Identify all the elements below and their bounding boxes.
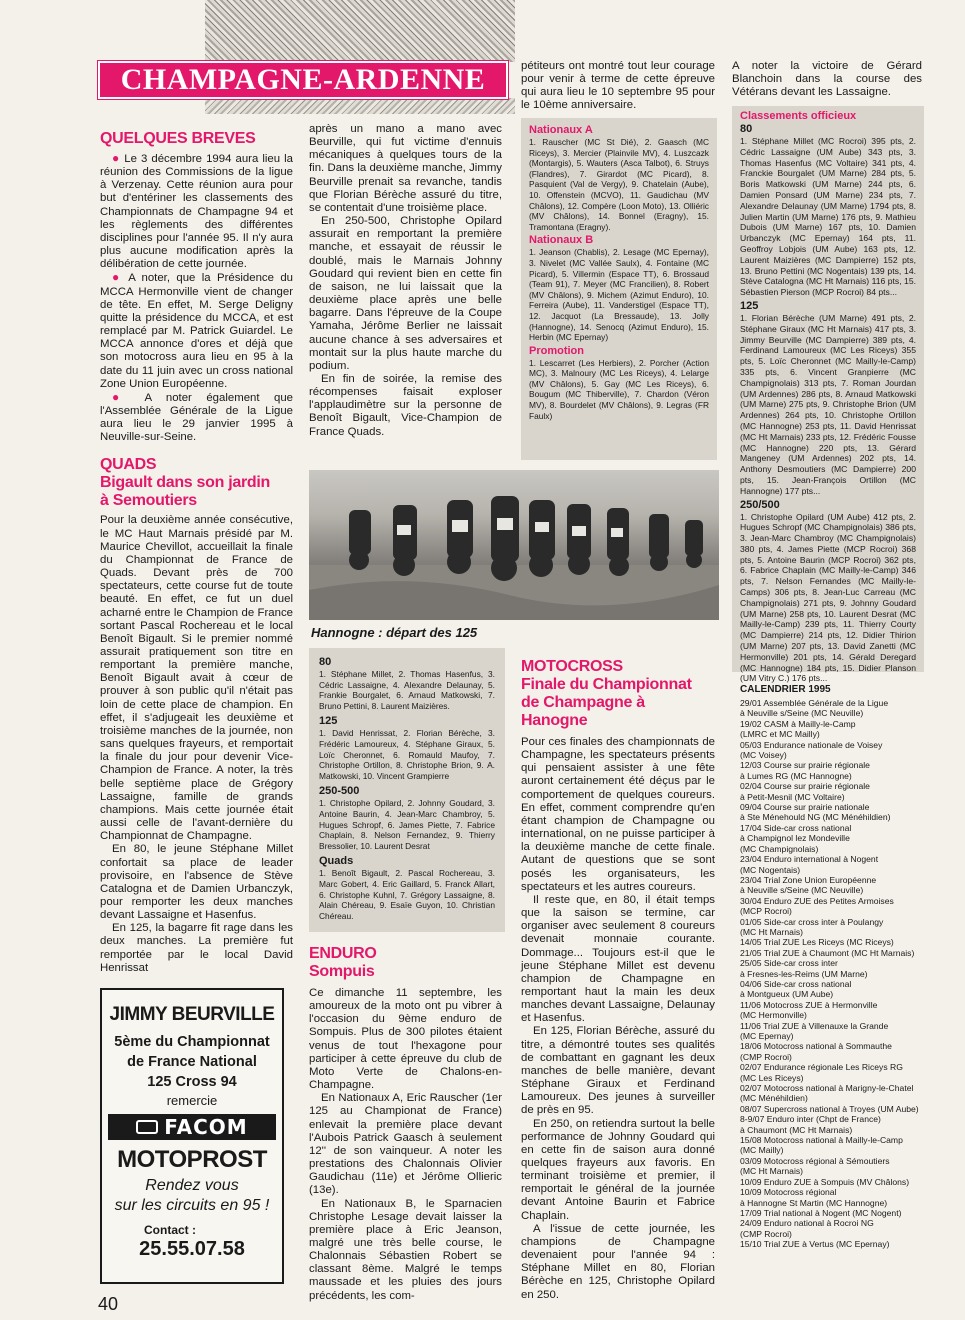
calendrier-entry: (LMRC et MC Mailly) <box>740 729 820 740</box>
quads-text-cont <box>309 123 502 439</box>
ad-line: 5ème du Championnat <box>114 1034 270 1050</box>
calendrier-entry: à Neuville s/Seine (MC Neuville) <box>740 708 864 719</box>
ad-phone: 25.55.07.58 <box>139 1238 245 1260</box>
results-list: 1. Stéphane Millet, 2. Thomas Hasenfus, 3. Cédric Lassaigne, 4. Alexandre Delaunay, 5. Frankie Bourgalet, 6. Arnaud Matkowski, 7. Bruno Pettini, 8. Laurent Maizières. <box>319 669 495 711</box>
calendrier-entry: à Fresnes-les-Reims (UM Marne) <box>740 968 868 979</box>
calendrier-entry: (MC Hermonville) <box>740 1010 807 1021</box>
ad-line: de France National <box>127 1054 257 1070</box>
enduro-paragraph: En Nationaux B, le Sparnacien Christophe Lesage devait laisser la première place à Eric Jeanson, malgré une très belle course, le Chalonnais Sébastien Robert se classant 8ème. Malgré le temps maussade et les pluies des jours précédents, les com- <box>309 1197 502 1302</box>
calendrier-entry: (MC Voisey) <box>740 750 787 761</box>
classements-list: 1. Christophe Opilard (UM Aube) 412 pts, 2. Hugues Schropf (MC Champignolais) 386 pts, 3. Jean-Marc Chambroy (MC Champignolais) 380 pts, 4. James Piette (MCP Rocroi) 368 pts, 5. Antoine Baurin (MCP Rocroi) 362 pts, 6. Fabrice Chaplain (MC Mailly-le-Camp) 346 pts, 7. Nelson Fernandes (MC Mailly-le-Camps) 306 pts, 8. Jean-Luc Carreau (MC Champignolais) 271 pts, 9. Johnny Goudard (UM Marne) 258 pts, 10. Laurent Desrat (MC Mailly-le-Camp) 239 pts, 11. Thierry Courty (MC Dampierre) 214 pts, 12. Didier Thirion (UM Marne) 207 pts, 13. David Zanetti (MC Hermonville) 201 pts, 14. Gérald Deregard (MC Hannogne) 184 pts, 15. Didier Planson (UM Vitry C.) 176 pts... <box>740 511 916 684</box>
quads-subtitle-2: à Semoutiers <box>100 492 197 510</box>
col3-intro: pétiteurs ont montré tout leur courage pour venir à terme de cette épreuve qui aura lieu le 10 septembre 95 pour le 10ème anniversaire. <box>521 60 715 112</box>
calendrier-entry: à Neuville s/Seine (MC Neuville) <box>740 885 864 896</box>
region-banner-title: CHAMPAGNE-ARDENNE <box>120 63 486 96</box>
calendrier-entry: 12/03 Course sur prairie régionale <box>740 760 870 771</box>
calendrier <box>740 683 925 1250</box>
classements-list: 1. Florian Bérèche (UM Marne) 491 pts, 2. Stéphane Giraux (MC Ht Marnais) 417 pts, 3. Jimmy Beurville (MC Dampierre) 389 pts, 4. Ferdinand Lamoureux (MC Les Riceys) 355 pts, 5. Loïc Cheronnet (MC Mailly-le-Camp) 335 pts, 6. Vincent Granpierre (MC Champignolais) 313 pts, 7. Roman Jourdan (UM Ardennes) 286 pts, 8. Arnaud Matkowski (UM Marne) 275 pts, 9. Christophe Brion (UM Ardennes) 264 pts, 10. Christophe Ortillon (MC Hannogne) 253 pts, 11. David Henrissat (MC Ht Marnais) 233 pts, 12. Frédéric Fousse (MC Hannogne) 220 pts, 13. Gérard Mangeney (UM Ardennes) 202 pts, 14. Anthony Desmoutiers (MC Dampierre) 200 pts, 15. Jean-François Ortillon (MC Hannogne) 177 pts... <box>740 312 916 496</box>
results-heading: Nationaux A <box>529 124 593 136</box>
results-list: 1. David Henrissat, 2. Florian Bérèche, 3. Frédéric Lamoureux, 4. Stéphane Giraux, 5. Loïc Cheronnet, 6. Romauld Maufoy, 7. Christophe Ortillon, 8. Christophe Brion, 9. A. Matkowski, 10. Vincent Grampierre <box>319 728 495 781</box>
results-heading: 250-500 <box>319 785 360 798</box>
calendrier-entry: (MC Champignolais) <box>740 843 819 854</box>
calendrier-entry: 03/09 Motocross régional à Sémoutiers <box>740 1155 890 1166</box>
facom-logo <box>108 1114 276 1140</box>
calendrier-entry: 04/06 Side-car cross national <box>740 978 852 989</box>
quads-paragraph: après un mano a mano avec Beurville, qui fut victime d'ennuis mécaniques à quelques tours de la fin. Dans la deuxième manche, Jimmy Beurville prenait sa revanche, tandis que Florian Bérèche assuré du titre, se contentait d'une troisième place. <box>309 123 502 214</box>
motocross-paragraph: Il reste que, en 80, il était temps que la saison se termine, car organiser avec seulement 8 coureurs devenait monnaie courante. Dommage... Toujours est-il que le jeune Stéphane Millet est devenu champion de Champagne en remportant haut la main les deux manches devant Lassaigne, Delaunay et Hasenfus. <box>521 893 715 1025</box>
calendrier-entry: (MC Mailly) <box>740 1145 784 1156</box>
enduro-article <box>309 945 502 1303</box>
enduro-paragraph: En Nationaux A, Eric Rauscher (1er 125 au Championat de France) enlevait la première place devant l'Aubois Patrick Gaasch à seulement 12'' de son vainqueur. A noter les prestations des Chalonnais Olivier Gaudichau (11e) et Jérôme Ollieric (13e). <box>309 1092 502 1197</box>
calendrier-entry: 08/07 Supercross national à Troyes (UM Aube) <box>740 1103 919 1114</box>
classements-title: Classements officieux <box>740 110 857 122</box>
quads-subtitle: Bigault dans son jardin <box>100 474 271 492</box>
calendrier-entry: 10/09 Enduro ZUE à Sompuis (MV Châlons) <box>740 1176 910 1187</box>
calendrier-entry: (MC Ht Marnais) <box>740 1166 804 1177</box>
motocross-title: MOTOCROSS <box>521 658 623 675</box>
calendrier-entry: 17/09 Trial national à Nogent (MC Nogent) <box>740 1207 902 1218</box>
calendrier-entry: 15/08 Motocross national à Mailly-le-Camp <box>740 1135 903 1146</box>
ad-line: remercie <box>166 1093 218 1108</box>
calendrier-entry: 23/04 Enduro international à Nogent <box>740 854 879 865</box>
bullet-icon: ● <box>112 270 123 285</box>
ad-shop: MOTOPROST <box>117 1146 267 1173</box>
calendrier-entry: à Hannogne St Martin (MC Hannogne) <box>740 1197 888 1208</box>
quad-results-box <box>309 648 505 932</box>
calendrier-entry: 25/05 Side-car cross inter <box>740 958 838 969</box>
classements-list: 1. Stéphane Millet (MC Rocroi) 395 pts, 2. Cédric Lassaigne (UM Aube) 343 pts, 3. Thomas Hasenfus (MC Voltaire) 341 pts, 4. Franckie Bourgalet (UM Marne) 284 pts, 5. Boris Matkowski (UM Marne) 244 pts, 6. Damien Ponsard (UM Marne) 234 pts, 7. Alexandre Delaunay (UM Marne) 1794 pts, 8. Julien Martin (UM Marne) 176 pts, 9. Mathieu Dubois (UM Marne) 167 pts, 10. Damien Urbanczyk (MC Epernay) 164 pts, 11. Geoffroy Lobjois (UM Aube) 163 pts, 12. Laurent Maizières (MC Dampierre) 152 pts, 13. Bruno Pettini (MC Nogentais) 139 pts, 14. Stève Catalogna (MC Ht Marnais) 116 pts, 15. Sébastien Pierson (MCP Rocroi) 84 pts... <box>740 136 916 298</box>
quads-paragraph: En 125, la bagarre fit rage dans les deux manches. La première fut remportée par le local David Henrissat <box>100 922 293 974</box>
motocross-paragraph: En 125, Florian Bérèche, assuré du titre, a démontré toutes ses qualités de combattant en gagnant les deux manches de belle manière, devant Stéphane Giraux et Ferdinand Lamoureux. Des jeunes à surveiller de près en 95. <box>521 1025 715 1117</box>
enduro-paragraph: Ce dimanche 11 septembre, les amoureux de la moto ont pu vibrer à l'occasion du 9ème enduro de Sompuis. Plus de 300 pilotes étaient venus de tout l'hexagone pour participer à cette épreuve du club de Moto Verte de Chalons-en-Champagne. <box>309 987 502 1092</box>
motocross-article <box>521 658 715 1302</box>
calendrier-entry: 11/06 Trial ZUE à Villenauxe la Grande <box>740 1020 889 1031</box>
ad-contact-label: Contact : <box>144 1223 196 1237</box>
column-2-top <box>309 123 502 439</box>
race-photo <box>309 470 719 620</box>
page-number: 40 <box>98 1294 119 1314</box>
calendrier-title: CALENDRIER 1995 <box>740 684 831 695</box>
enduro-title: ENDURO <box>309 945 377 962</box>
enduro-text <box>309 987 502 1303</box>
results-list: 1. Lescarret (Les Herbiers), 2. Porcher (Action MC), 3. Malnoury (MC Les Riceys), 4. Lelarge (MV Châlons), 5. Gay (MC Les Riceys), 6. Bougum (MC Thiberville), 7. Chardon (Véron MV), 8. Bourdelet (MV Châlons), 9. Legras (FR Faulx) <box>529 357 709 421</box>
motocross-subtitle: Finale du Championnat <box>521 676 692 693</box>
motocross-subtitle-2: de Champagne à Hanogne <box>521 694 645 729</box>
calendrier-entry: (MC Epernay) <box>740 1031 794 1041</box>
header-texture-bottom <box>205 98 515 114</box>
calendrier-entry: (MC Ménéhildien) <box>740 1093 808 1104</box>
classements-box <box>732 106 924 684</box>
calendrier-entry: 29/01 Assemblée Générale de la Ligue <box>740 698 889 708</box>
calendrier-entry: 8-9/07 Enduro inter (Chpt de France) <box>740 1114 881 1125</box>
enduro-results-box <box>521 118 717 460</box>
calendrier-entry: à Montgueux (UM Aube) <box>740 989 834 1000</box>
quads-paragraph: Pour la deuxième année consécutive, le MC Haut Marnais présidé par M. Maurice Chevillot, accueillait la finale du Championnat de France de Quads. Devant près de 700 spectateurs, cette course fut de toute beauté. En effet, ce fut un duel acharné entre le Champion de France sortant Pascal Rochereau et le local Benoît Bigault. Si le premier nommé assurait pratiquement son titre en remportant la première manche, Benoît Bigault avait à cœur de prouver à son public qu'il n'était pas loin de cette place de champion. En effet, il s'adjugeait les deuxième et troisième manches de la journée, non sans quelques frayeurs, et remportait la finale du jour pour devenir Vice-Champion de France. A noter, la très belle septième place de Grégory Lassaigne, famille de grands champions. Mais cette journée était aussi celle de l'avant-dernière du Championnat de Champagne. <box>100 514 293 843</box>
breves-paragraph: A noter également que l'Assemblée Générale de la Ligue aura lieu le 29 janvier 1995 à Neuville-sur-Seine. <box>100 391 294 444</box>
bullet-icon: ● <box>112 151 121 165</box>
photo-caption: Hannogne : départ des 125 <box>311 625 478 640</box>
calendrier-entry: (MC Ht Marnais) <box>740 926 804 937</box>
calendrier-entry: 10/09 Motocross régional <box>740 1187 837 1198</box>
results-list: 1. Rauscher (MC St Dié), 2. Gaasch (MC Riceys), 3. Mercier (Plainvile MV), 4. Luszcazk (Montargis), 5. Wauters (Asca Talbot), 6. Struys (Flandres), 7. Girardot (MC Picard), 8. Pasquient (Val de Vergy), 9. Chatelain (Aube), 10. Offenstein (MCVO), 11. Gaudichau (MV Châlons), 12. Compère (Loon Moto), 13. Olliéric (MV Châlons), 14. Bonnel (Eragny), 15. Tramontana (Eragny). <box>529 137 709 232</box>
calendrier-entry: 30/04 Enduro ZUE des Petites Armoises <box>740 895 894 906</box>
calendrier-entry: 05/03 Endurance nationale de Voisey <box>740 739 883 750</box>
calendrier-entry: (MC Les Riceys) <box>740 1072 804 1083</box>
calendrier-entry: à Ste Ménehould NG (MC Ménéhildien) <box>740 812 891 823</box>
calendrier-entry: 15/10 Trial ZUE à Vertus (MC Epernay) <box>740 1239 890 1250</box>
calendrier-entry: 11/06 Motocross ZUE à Hermonville <box>740 999 878 1010</box>
breves-text <box>100 152 293 444</box>
motocross-paragraph: Pour ces finales des championnats de Champagne, les spectateurs présents qui pensaient assister à une fête auront certainement été déçus par le comportement de quelques coureurs. En effet, comment comprendre qu'en étant champion de Champagne ou international, on ne puisse participer à la deuxième manche de cette finale. Autant de questions que se sont posés les organisateurs, les spectateurs et les autres coureurs. <box>521 736 715 893</box>
calendrier-entry: à Champignol lez Mondeville <box>740 833 850 844</box>
calendrier-entry: 02/07 Motocross national à Marigny-le-Chatel <box>740 1083 914 1094</box>
results-list: 1. Benoît Bigault, 2. Pascal Rochereau, 3. Marc Gobert, 4. Eric Gaillard, 5. Franck Allart, 6. Christophe Kuhnl, 7. Grégory Lassaigne, 8. Alain Chéreau, 9. Esaïe Guyon, 10. Christian Chéreau. <box>319 868 495 921</box>
header-texture <box>205 0 515 62</box>
bullet-icon: ● <box>112 389 131 404</box>
column-4-intro <box>732 60 922 99</box>
breves-paragraph: Le 3 décembre 1994 aura lieu la réunion des Commissions de la ligue à Verzenay. Cette réunion aura pour but d'entériner les classements des Championnats de Champagne 94 et les règlements des différentes disciplines pour l'année 95. Il n'y aura plus aucune modification après la délibération de cette journée. <box>100 153 294 271</box>
calendrier-entry: 09/04 Course sur prairie nationale <box>740 802 870 813</box>
ad-slogan: sur les circuits en 95 ! <box>114 1197 270 1214</box>
results-heading: Nationaux B <box>529 234 594 247</box>
column-3-top <box>521 60 715 113</box>
calendrier-entry: 21/05 Trial ZUE à Chaumont (MC Ht Marnais) <box>740 947 915 958</box>
calendrier-entry: 19/02 CASM à Mailly-le-Camp <box>740 718 856 729</box>
calendrier-entry: 23/04 Trial Zone Union Européenne <box>740 874 877 885</box>
calendrier-entry: (MCP Rocroi) <box>740 906 792 917</box>
calendrier-entry: 02/04 Course sur prairie régionale <box>740 781 870 792</box>
ad-line: 125 Cross 94 <box>147 1074 237 1090</box>
motocross-paragraph: A l'issue de cette journée, les champions de Champagne devenaient pour l'année 94 : Stéphane Millet en 80, Florian Bérèche en 125, Christophe Opilard en 250. <box>521 1222 715 1301</box>
calendrier-entry: (CMP Rocroi) <box>740 1228 792 1239</box>
calendrier-entry: (CMP Rocroi) <box>740 1051 792 1062</box>
results-heading: Quads <box>319 855 354 868</box>
classements-heading: 125 <box>740 299 759 312</box>
calendrier-list <box>740 698 925 1250</box>
calendrier-entry: à Chaumont (MC Ht Marnais) <box>740 1124 853 1135</box>
column-1 <box>100 130 293 975</box>
results-heading: 125 <box>319 715 338 728</box>
quads-title: QUADS <box>100 456 157 474</box>
calendrier-entry: 14/05 Trial ZUE Les Riceys (MC Riceys) <box>740 937 894 948</box>
col4-intro: A noter la victoire de Gérard Blanchoin dans la course des Vétérans devant les Lassaigne. <box>732 60 922 99</box>
region-banner <box>98 61 508 99</box>
ad-slogan: Rendez vous <box>145 1177 239 1194</box>
advertisement <box>100 988 284 1284</box>
facom-logo-icon <box>136 1120 158 1134</box>
calendrier-entry: 02/07 Endurance régionale Les Riceys RG <box>740 1062 903 1073</box>
motocross-text <box>521 736 715 1302</box>
motocross-paragraph: En 250, on retiendra surtout la belle performance de Johnny Goudard qui en cette fin de saison aura donné quelques frayeurs aux favoris. En terminant troisième et premier, il remportait le général de la journée devant Antoine Baurin et Fabrice Chaplain. <box>521 1117 715 1222</box>
calendrier-entry: 24/09 Enduro national à Rocroi NG <box>740 1218 874 1229</box>
calendrier-entry: 18/06 Motocross national à Sommauthe <box>740 1041 892 1052</box>
results-list: 1. Christophe Opilard, 2. Johnny Goudard, 3. Antoine Baurin, 4. Jean-Marc Chambroy, 5. Hugues Schropf, 6. James Piette, 7. Fabrice Chaplain, 8. Nelson Fernandez, 9. Thierry Bressolier, 10. Laurent Desrat <box>319 798 495 851</box>
breves-title: QUELQUES BREVES <box>100 130 256 147</box>
calendrier-entry: à Lumes RG (MC Hannogne) <box>740 770 852 781</box>
quads-paragraph: En 250-500, Christophe Opilard assurait en remportant la première manche, et essayait de réussir le doublé, mais le Marnais Johnny Goudard qui revient bien en cette fin de saison, ne lui laissait que la deuxième place après une belle bagarre. Dans l'épreuve de la Coupe Yamaha, Jérôme Berlier ne laissait aucune chance à ses adversaires et montait sur la plus haute marche du podium. <box>309 215 502 372</box>
classements-heading: 80 <box>740 123 753 135</box>
results-list: 1. Jeanson (Chablis), 2. Lesage (MC Epernay), 3. Nivelet (MC Vallée Saulx), 4. Fontaine (MC Picard), 5. Villermin (Espace TT), 6. Brossaud (Team 91), 7. Meyer (MC Francilien), 8. Robert (MV Châlons), 9. Michem (Azimut Enduro), 10. Ferreira (Aube), 11. Vanderstigel (Espace TT), 12. Jacquot (La Bressaude), 13. Jolly (Hannogne), 14. Senocq (Azimut Enduro), 15. Herbin (MC Epernay) <box>529 247 709 343</box>
enduro-subtitle: Sompuis <box>309 963 375 980</box>
riders-illustration <box>309 470 719 620</box>
calendrier-entry: à Petit-Mesnil (MC Voltaire) <box>740 791 845 802</box>
breves-paragraph: A noter, que la Présidence du MCCA Hermonville vient de changer de tête. En effet, M. Serge Deligny quitte la présidence du MCCA, et est remplacé par M. Patrick Guiardel. Le MCCA annonce d'ores et déjà que son motocross aura lieu en 95 à la date du 11 juin avec un cross national Zone Union Européenne. <box>100 272 293 390</box>
classements-heading: 250/500 <box>740 498 780 511</box>
ad-name: JIMMY BEURVILLE <box>109 1004 275 1025</box>
quads-paragraph: En fin de soirée, la remise des récompenses faisait exploser l'applaudimètre sur la personne de Benoît Bigault, Vice-Champion de France Quads. <box>309 372 502 438</box>
quads-paragraph: En 80, le jeune Stéphane Millet confortait sa place de leader provisoire, en l'absence de Stève Catalogna et de Damien Urbanczyk, pour remporter les deux manches devant Lassaigne et Hasenfus. <box>100 843 293 922</box>
results-heading: 80 <box>319 656 332 668</box>
calendrier-entry: (MC Nogentais) <box>740 864 801 875</box>
quads-text <box>100 514 293 974</box>
facom-brand: FACOM <box>164 1115 248 1139</box>
results-heading: Promotion <box>529 344 584 357</box>
calendrier-entry: 01/05 Side-car cross inter à Poulangy <box>740 916 884 927</box>
calendrier-entry: 17/04 Side-car cross national <box>740 822 852 833</box>
